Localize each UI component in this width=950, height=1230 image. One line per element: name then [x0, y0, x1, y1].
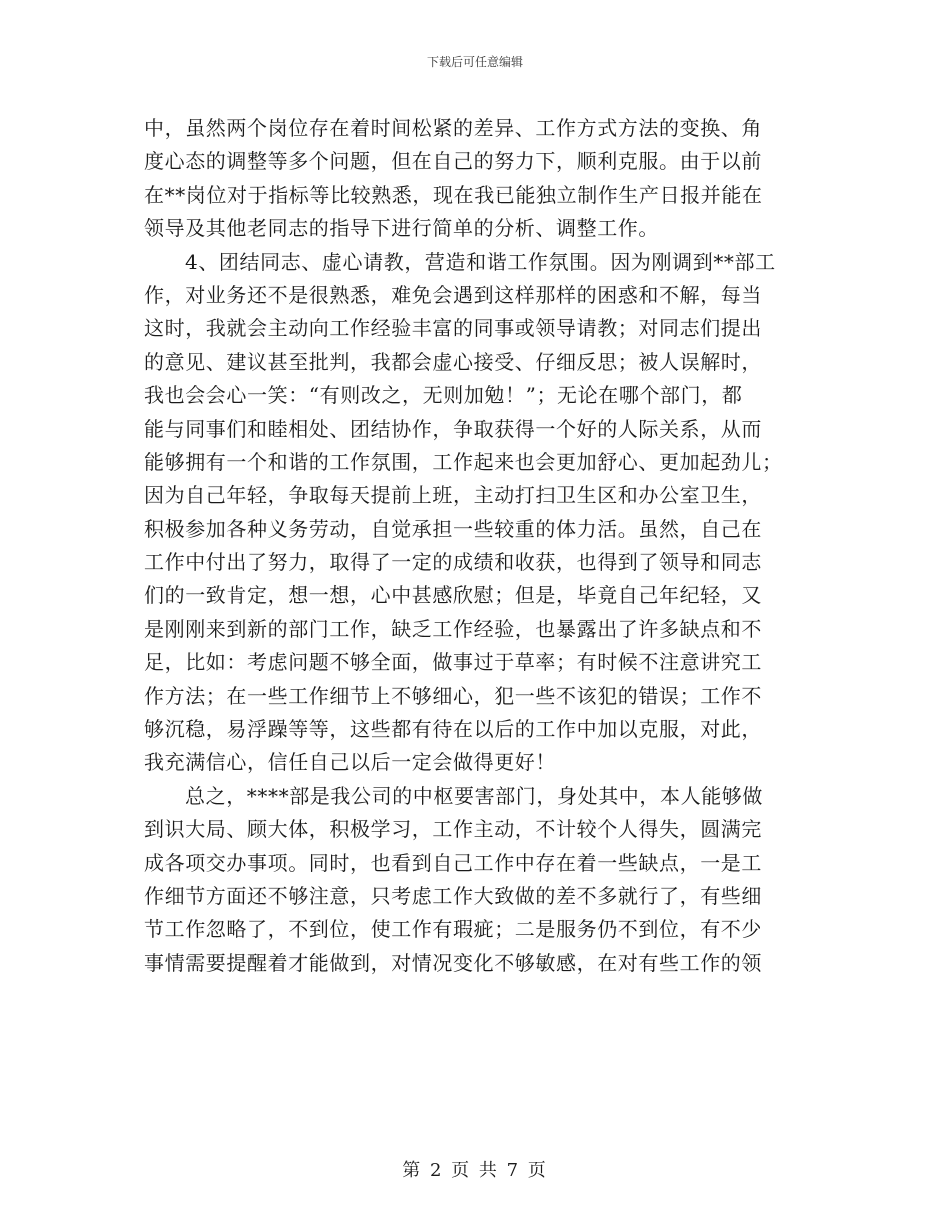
page-header: 下载后可任意编辑	[426, 55, 523, 69]
body-line: 们的一致肯定，想一想，心中甚感欣慰；但是，毕竟自己年纪轻，又	[144, 583, 762, 608]
body-line: 我充满信心，信任自己以后一定会做得更好！	[144, 750, 556, 775]
body-line: 是刚刚来到新的部门工作，缺乏工作经验，也暴露出了许多缺点和不	[144, 616, 762, 641]
body-line: 够沉稳，易浮躁等等，这些都有待在以后的工作中加以克服，对此，	[144, 717, 762, 742]
body-line: 中，虽然两个岗位存在着时间松紧的差异、工作方式方法的变换、角	[144, 116, 762, 140]
body-line: 作，对业务还不是很熟悉，难免会遇到这样那样的困惑和不解，每当	[144, 282, 762, 307]
body-line: 足，比如：考虑问题不够全面，做事过于草率；有时候不注意讲究工	[144, 650, 762, 675]
body-line: 我也会会心一笑：“有则改之，无则加勉！”；无论在哪个部门，都	[144, 383, 743, 408]
body-line: 领导及其他老同志的指导下进行简单的分析、调整工作。	[144, 216, 659, 241]
body-line: 节工作忽略了，不到位，使工作有瑕疵；二是服务仍不到位，有不少	[144, 917, 762, 942]
paragraph-start-line: 4、团结同志、虚心请教，营造和谐工作氛围。因为刚调到**部工	[185, 249, 776, 274]
body-line: 在**岗位对于指标等比较熟悉，现在我已能独立制作生产日报并能在	[144, 182, 763, 207]
body-line: 的意见、建议甚至批判，我都会虚心接受、仔细反思；被人误解时，	[144, 349, 762, 374]
body-line: 因为自己年轻，争取每天提前上班，主动打扫卫生区和办公室卫生，	[144, 483, 762, 508]
page-number-footer: 第 2 页 共 7 页	[402, 1160, 548, 1181]
body-line: 作细节方面还不够注意，只考虑工作大致做的差不多就行了，有些细	[144, 883, 762, 908]
paragraph-start-line: 总之，****部是我公司的中枢要害部门，身处其中，本人能够做	[185, 783, 763, 808]
body-line: 作方法；在一些工作细节上不够细心，犯一些不该犯的错误；工作不	[144, 683, 762, 708]
body-line: 到识大局、顾大体，积极学习，工作主动，不计较个人得失，圆满完	[144, 817, 762, 842]
body-line: 度心态的调整等多个问题，但在自己的努力下，顺利克服。由于以前	[144, 149, 762, 174]
body-line: 积极参加各种义务劳动，自觉承担一些较重的体力活。虽然，自己在	[144, 516, 762, 541]
body-line: 这时，我就会主动向工作经验丰富的同事或领导请教；对同志们提出	[144, 316, 762, 341]
body-line: 能与同事们和睦相处、团结协作，争取获得一个好的人际关系，从而	[144, 416, 762, 441]
document-body	[144, 112, 804, 980]
body-line: 事情需要提醒着才能做到，对情况变化不够敏感，在对有些工作的领	[144, 950, 762, 975]
body-line: 工作中付出了努力，取得了一定的成绩和收获，也得到了领导和同志	[144, 550, 762, 575]
body-line: 能够拥有一个和谐的工作氛围，工作起来也会更加舒心、更加起劲儿；	[144, 449, 783, 474]
body-line: 成各项交办事项。同时，也看到自己工作中存在着一些缺点，一是工	[144, 850, 762, 875]
